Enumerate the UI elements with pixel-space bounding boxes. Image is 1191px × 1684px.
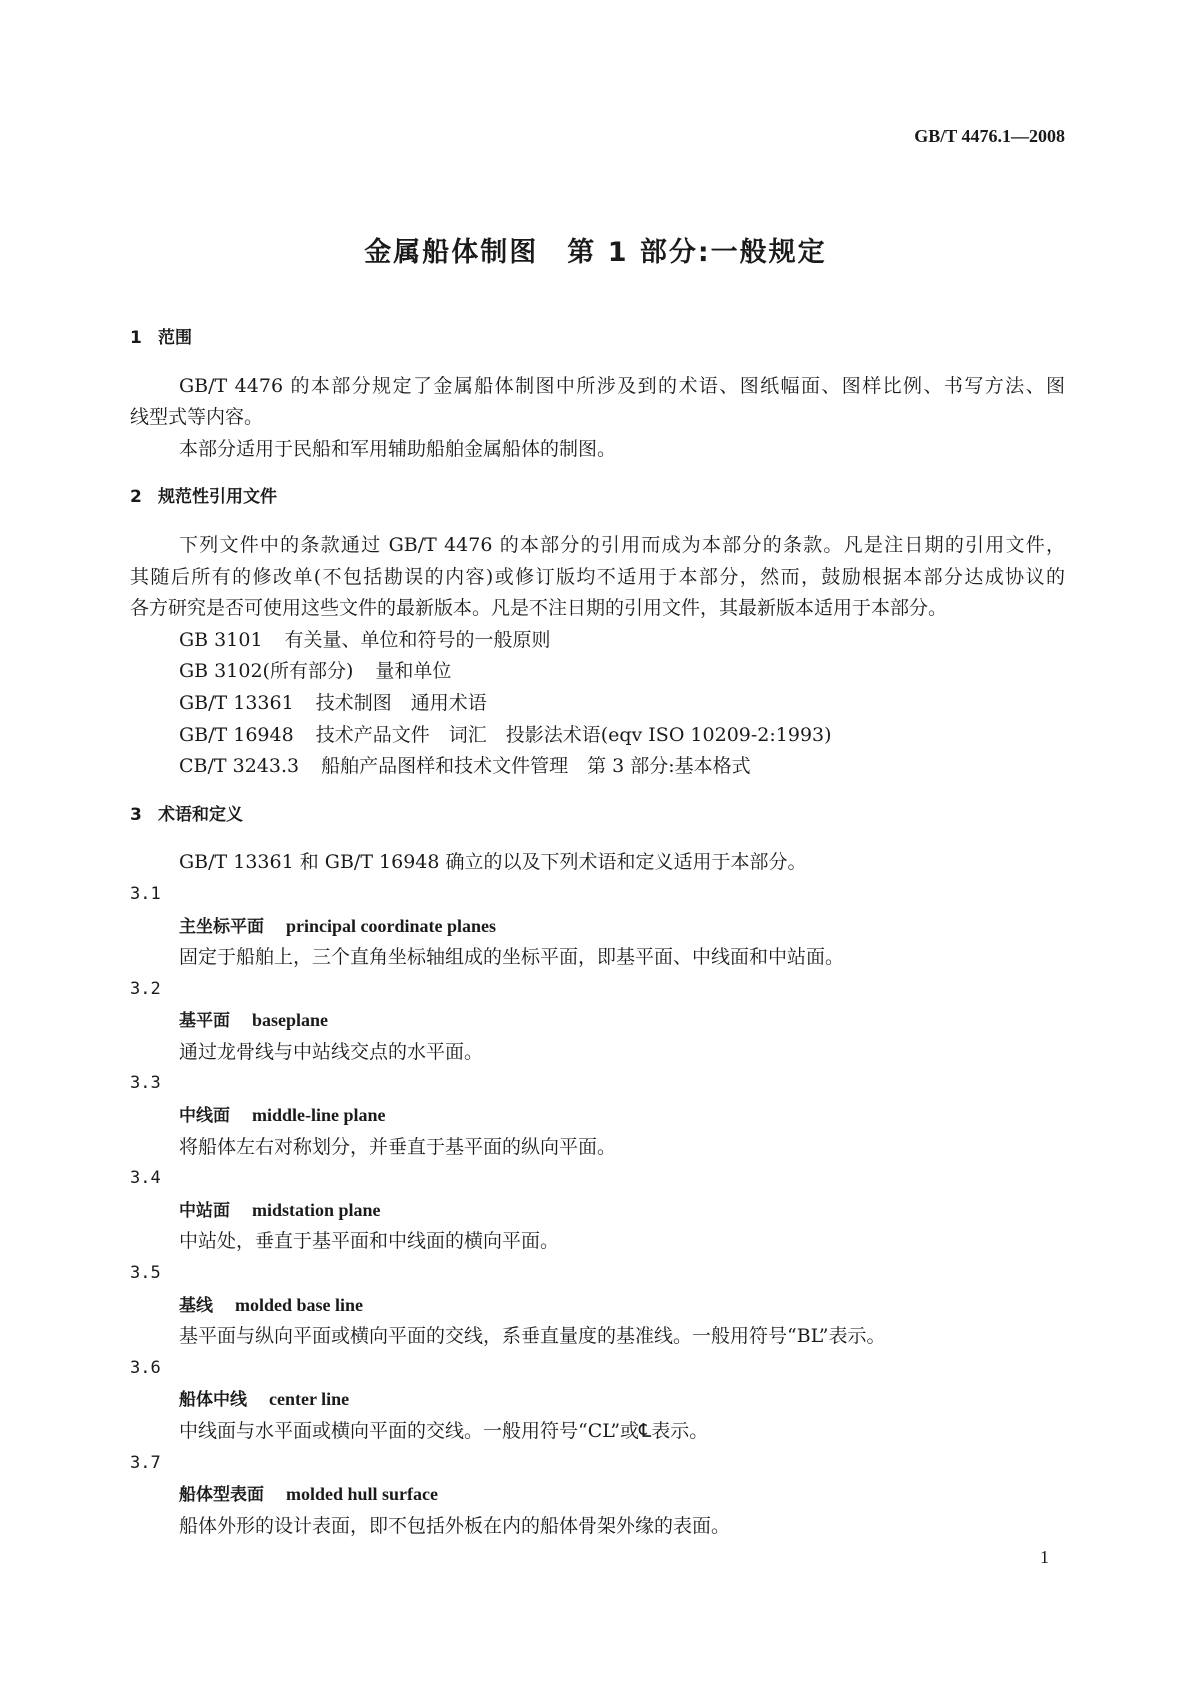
term-english: principal coordinate planes [286,915,497,936]
reference-title: 有关量、单位和符号的一般原则 [284,628,551,651]
reference-code: GB 3101 [179,628,263,651]
term-number: 3.3 [130,1073,161,1094]
term-chinese: 船体中线 [179,1390,247,1411]
term-heading [130,1290,1065,1322]
term-heading [130,1479,1065,1511]
section-heading-scope [130,323,1065,355]
section-number: 1 [130,328,142,348]
paragraph-line: 线型式等内容。 [130,406,264,429]
term-list [130,879,1065,1542]
reference-item [130,751,1065,783]
paragraph-line: 其随后所有的修改单(不包括勘误的内容)或修订版均不适用于本部分，然而，鼓励根据本部分达成协议的 [130,565,1065,588]
term-definition: 船体外形的设计表面，即不包括外板在内的船体骨架外缘的表面。 [179,1514,731,1537]
section-number: 3 [130,804,142,825]
term-number: 3.4 [130,1168,161,1189]
term-number: 3.2 [130,978,161,999]
term-english: center line [269,1389,350,1410]
term-entry [130,1258,1065,1353]
reference-code: GB/T 13361 [179,691,294,714]
standard-number: GB/T 4476.1—2008 [914,126,1065,146]
reference-title: 技术产品文件 词汇 投影法术语(eqv ISO 10209-2:1993) [315,723,832,746]
term-number: 3.1 [130,883,161,904]
reference-title: 船舶产品图样和技术文件管理 第 3 部分:基本格式 [321,755,751,778]
section-title: 规范性引用文件 [158,487,277,508]
term-number: 3.5 [130,1263,161,1284]
term-heading [130,1384,1065,1416]
term-heading [130,1195,1065,1227]
reference-code: CB/T 3243.3 [179,755,300,778]
term-heading [130,1100,1065,1132]
term-definition: 固定于船舶上，三个直角坐标轴组成的坐标平面，即基平面、中线面和中站面。 [179,946,845,969]
term-number: 3.6 [130,1357,161,1378]
term-english: middle-line plane [252,1105,386,1126]
term-entry [130,974,1065,1069]
section-heading-terms-definitions [130,800,1065,832]
reference-title: 量和单位 [375,660,452,683]
term-chinese: 船体型表面 [179,1485,264,1506]
term-english: molded hull surface [286,1484,439,1505]
term-definition: 基平面与纵向平面或横向平面的交线，系垂直量度的基准线。一般用符号“BL”表示。 [179,1325,886,1348]
term-chinese: 中线面 [179,1106,230,1127]
term-chinese: 主坐标平面 [179,916,264,937]
term-english: midstation plane [252,1199,381,1220]
paragraph: GB/T 13361 和 GB/T 16948 确立的以及下列术语和定义适用于本部分。 [179,851,807,874]
section-title: 术语和定义 [158,804,243,825]
term-heading [130,1005,1065,1037]
term-definition: 将船体左右对称划分，并垂直于基平面的纵向平面。 [179,1135,617,1158]
term-entry [130,1353,1065,1448]
paragraph: 本部分适用于民船和军用辅助船舶金属船体的制图。 [179,437,617,460]
document-body [130,323,1065,1542]
paragraph-line: GB/T 4476 的本部分规定了金属船体制图中所涉及到的术语、图纸幅面、图样比例、书写方法、图 [179,374,1065,397]
reference-title: 技术制图 通用术语 [315,691,487,714]
term-entry [130,1448,1065,1543]
reference-item [130,688,1065,720]
term-chinese: 基线 [179,1295,213,1316]
reference-item [130,625,1065,657]
paragraph-line: 各方研究是否可使用这些文件的最新版本。凡是不注日期的引用文件，其最新版本适用于本部分。 [130,597,948,620]
term-number: 3.7 [130,1452,161,1473]
reference-code: GB 3102(所有部分) [179,660,354,683]
document-title: 金属船体制图 第 1 部分:一般规定 [364,237,827,268]
term-chinese: 基平面 [179,1011,230,1032]
section-title: 范围 [158,328,192,348]
term-definition: 中线面与水平面或横向平面的交线。一般用符号“CL”或℄表示。 [179,1420,709,1442]
term-chinese: 中站面 [179,1200,230,1221]
term-definition: 中站处，垂直于基平面和中线面的横向平面。 [179,1230,560,1253]
term-definition: 通过龙骨线与中站线交点的水平面。 [179,1040,484,1063]
term-english: baseplane [252,1010,329,1031]
term-entry [130,1068,1065,1163]
term-english: molded base line [235,1294,364,1315]
reference-code: GB/T 16948 [179,723,294,746]
paragraph-line: 下列文件中的条款通过 GB/T 4476 的本部分的引用而成为本部分的条款。凡是注日期的引用文件， [179,533,1065,556]
term-entry [130,1163,1065,1258]
term-entry [130,879,1065,974]
section-number: 2 [130,487,142,508]
section-heading-normative-references [130,482,1065,514]
page-number: 1 [1040,1547,1049,1567]
term-heading [130,911,1065,943]
reference-item [130,720,1065,752]
reference-item [130,656,1065,688]
